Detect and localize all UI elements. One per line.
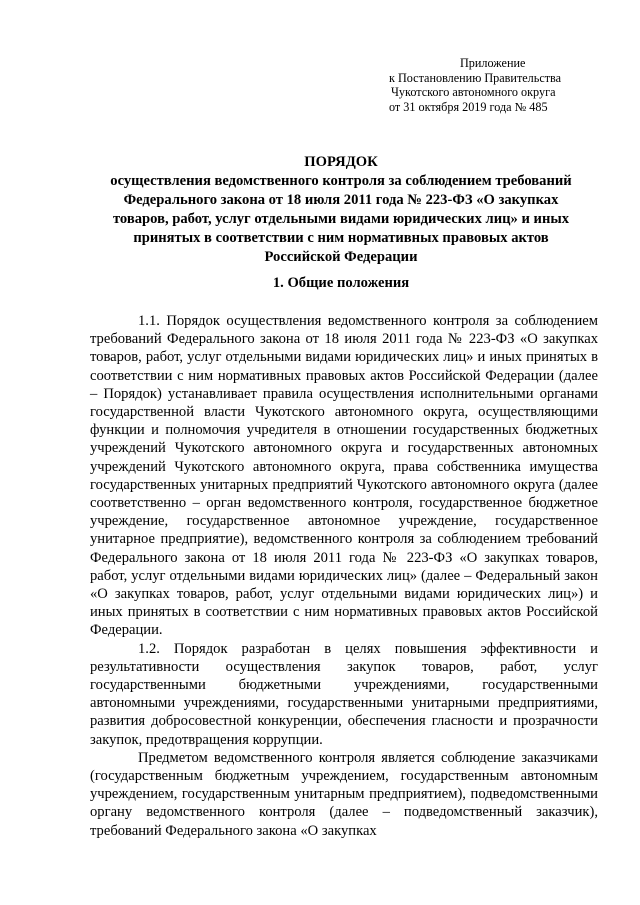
title-line: Федерального закона от 18 июля 2011 года № 223-ФЗ «О закупках (123, 192, 559, 208)
document-title (75, 153, 607, 267)
appendix-line: от 31 октября 2019 года № 485 (389, 99, 548, 114)
title-line: осуществления ведомственного контроля за соблюдением требований (110, 173, 572, 189)
paragraph: 1.1. Порядок осуществления ведомственного контроля за соблюдением требований Федерального закона от 18 июля 2011 года № 223-ФЗ «О закупках товаров, работ, услуг отдельными видами юридических лиц» и иных принятых в соответствии с ним нормативных правовых актов Российской Федерации (далее – Порядок) устанавливает правила осуществления исполнительными органами государственной власти Чукотского автономного округа, осуществляющими функции и полномочия учредителя в отношении государственных бюджетных учреждений Чукотского автономного округа и государственных автономных учреждений Чукотского автономного округа, права собственника имущества государственных унитарных предприятий Чукотского автономного округа (далее соответственно – орган ведомственного контроля, государственное бюджетное учреждение, государственное автономное учреждение, государственное унитарное предприятие), ведомственного контроля за соблюдением требований Федерального закона от 18 июля 2011 года № 223-ФЗ «О закупках товаров, работ, услуг отдельными видами юридических лиц» (далее – Федеральный закон «О закупках товаров, работ, услуг отдельными видами юридических лиц») и иных принятых в соответствии с ним нормативных правовых актов Российской Федерации. (90, 313, 598, 639)
appendix-line: Приложение (460, 56, 526, 70)
appendix-note (380, 56, 610, 114)
title-line: принятых в соответствии с ним нормативных правовых актов (133, 230, 549, 246)
document-body (90, 312, 598, 840)
title-line: товаров, работ, услуг отдельными видами юридических лиц» и иных (112, 211, 570, 227)
title-line: Российской Федерации (264, 249, 418, 265)
section-heading: 1. Общие положения (272, 275, 410, 291)
paragraph: 1.2. Порядок разработан в целях повышения эффективности и результативности осуществления закупок товаров, работ, услуг государственными бюджетными учреждениями, государственными автономными учреждениями, государственными унитарными предприятиями, развития добросовестной конкуренции, обеспечения гласности и прозрачности закупок, предотвращения коррупции. (90, 640, 598, 748)
title-heading: ПОРЯДОК (304, 154, 378, 170)
appendix-line: к Постановлению Правительства (389, 70, 562, 85)
appendix-line: Чукотского автономного округа (391, 85, 556, 99)
paragraph: Предметом ведомственного контроля является соблюдение заказчиками (государственным бюджетным учреждением, государственным автономным учреждением, государственным унитарным предприятием), подведомственными органу ведомственного контроля (далее – подведомственный заказчик), требований Федерального закона «О закупках (90, 749, 598, 839)
